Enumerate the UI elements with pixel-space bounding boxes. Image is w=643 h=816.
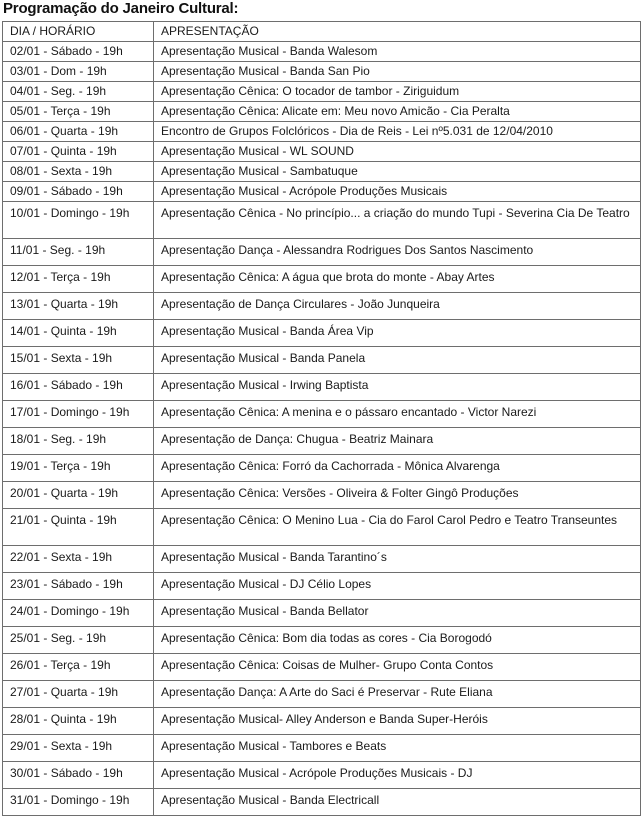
table-row bbox=[3, 735, 641, 762]
presentation-cell: Apresentação Musical - Banda Área Vip bbox=[154, 320, 641, 347]
table-row bbox=[3, 182, 641, 202]
presentation-cell: Apresentação Musical - WL SOUND bbox=[154, 142, 641, 162]
table-row bbox=[3, 455, 641, 482]
table-row bbox=[3, 320, 641, 347]
presentation-cell: Apresentação Cênica: A água que brota do monte - Abay Artes bbox=[154, 266, 641, 293]
date-time-cell: 23/01 - Sábado - 19h bbox=[3, 573, 154, 600]
date-time-cell: 22/01 - Sexta - 19h bbox=[3, 546, 154, 573]
page-title: Programação do Janeiro Cultural: bbox=[3, 0, 239, 17]
presentation-cell: Apresentação Dança: A Arte do Saci é Preservar - Rute Eliana bbox=[154, 681, 641, 708]
presentation-cell: Apresentação de Dança: Chugua - Beatriz Mainara bbox=[154, 428, 641, 455]
date-time-cell: 30/01 - Sábado - 19h bbox=[3, 762, 154, 789]
date-time-cell: 08/01 - Sexta - 19h bbox=[3, 162, 154, 182]
table-row bbox=[3, 347, 641, 374]
date-time-cell: 05/01 - Terça - 19h bbox=[3, 102, 154, 122]
table-row bbox=[3, 627, 641, 654]
table-row bbox=[3, 401, 641, 428]
presentation-cell: Apresentação Musical - Banda Electricall bbox=[154, 789, 641, 816]
date-time-cell: 13/01 - Quarta - 19h bbox=[3, 293, 154, 320]
date-time-cell: 26/01 - Terça - 19h bbox=[3, 654, 154, 681]
table-row bbox=[3, 546, 641, 573]
date-time-cell: 14/01 - Quinta - 19h bbox=[3, 320, 154, 347]
presentation-cell: Apresentação Musical - Sambatuque bbox=[154, 162, 641, 182]
date-time-cell: 31/01 - Domingo - 19h bbox=[3, 789, 154, 816]
table-row bbox=[3, 102, 641, 122]
presentation-cell: Apresentação Cênica: O Menino Lua - Cia do Farol Carol Pedro e Teatro Transeuntes bbox=[154, 509, 641, 546]
date-time-cell: 19/01 - Terça - 19h bbox=[3, 455, 154, 482]
table-row bbox=[3, 202, 641, 239]
presentation-cell: Apresentação Cênica: Forró da Cachorrada - Mônica Alvarenga bbox=[154, 455, 641, 482]
header-presentation: APRESENTAÇÃO bbox=[154, 22, 641, 42]
presentation-cell: Apresentação Musical - Banda San Pio bbox=[154, 62, 641, 82]
date-time-cell: 20/01 - Quarta - 19h bbox=[3, 482, 154, 509]
presentation-cell: Apresentação Cênica: A menina e o pássaro encantado - Victor Narezi bbox=[154, 401, 641, 428]
presentation-cell: Apresentação Musical - Banda Bellator bbox=[154, 600, 641, 627]
table-row bbox=[3, 82, 641, 102]
date-time-cell: 16/01 - Sábado - 19h bbox=[3, 374, 154, 401]
table-row bbox=[3, 708, 641, 735]
table-row bbox=[3, 573, 641, 600]
presentation-cell: Apresentação Cênica: Coisas de Mulher- Grupo Conta Contos bbox=[154, 654, 641, 681]
date-time-cell: 25/01 - Seg. - 19h bbox=[3, 627, 154, 654]
table-row bbox=[3, 681, 641, 708]
presentation-cell: Apresentação Musical - Irwing Baptista bbox=[154, 374, 641, 401]
presentation-cell: Apresentação Musical- Alley Anderson e Banda Super-Heróis bbox=[154, 708, 641, 735]
presentation-cell: Apresentação Musical - Banda Tarantino´s bbox=[154, 546, 641, 573]
presentation-cell: Apresentação Musical - DJ Célio Lopes bbox=[154, 573, 641, 600]
presentation-cell: Apresentação Musical - Tambores e Beats bbox=[154, 735, 641, 762]
table-row bbox=[3, 293, 641, 320]
presentation-cell: Apresentação Musical - Acrópole Produções Musicais bbox=[154, 182, 641, 202]
table-header-row bbox=[3, 22, 641, 42]
date-time-cell: 18/01 - Seg. - 19h bbox=[3, 428, 154, 455]
table-row bbox=[3, 789, 641, 816]
presentation-cell: Apresentação Musical - Banda Panela bbox=[154, 347, 641, 374]
table-row bbox=[3, 239, 641, 266]
table-row bbox=[3, 122, 641, 142]
presentation-cell: Apresentação Cênica: O tocador de tambor - Ziriguidum bbox=[154, 82, 641, 102]
table-row bbox=[3, 42, 641, 62]
table-row bbox=[3, 482, 641, 509]
table-row bbox=[3, 509, 641, 546]
date-time-cell: 02/01 - Sábado - 19h bbox=[3, 42, 154, 62]
presentation-cell: Apresentação Musical - Banda Walesom bbox=[154, 42, 641, 62]
date-time-cell: 21/01 - Quinta - 19h bbox=[3, 509, 154, 546]
presentation-cell: Apresentação Musical - Acrópole Produções Musicais - DJ bbox=[154, 762, 641, 789]
header-date-time: DIA / HORÁRIO bbox=[3, 22, 154, 42]
table-row bbox=[3, 266, 641, 293]
date-time-cell: 28/01 - Quinta - 19h bbox=[3, 708, 154, 735]
table-row bbox=[3, 600, 641, 627]
date-time-cell: 09/01 - Sábado - 19h bbox=[3, 182, 154, 202]
date-time-cell: 10/01 - Domingo - 19h bbox=[3, 202, 154, 239]
date-time-cell: 24/01 - Domingo - 19h bbox=[3, 600, 154, 627]
schedule-table bbox=[2, 21, 641, 816]
date-time-cell: 04/01 - Seg. - 19h bbox=[3, 82, 154, 102]
presentation-cell: Apresentação Cênica: Bom dia todas as cores - Cia Borogodó bbox=[154, 627, 641, 654]
presentation-cell: Apresentação Cênica: Versões - Oliveira & Folter Gingô Produções bbox=[154, 482, 641, 509]
table-row bbox=[3, 62, 641, 82]
table-row bbox=[3, 762, 641, 789]
date-time-cell: 27/01 - Quarta - 19h bbox=[3, 681, 154, 708]
table-row bbox=[3, 654, 641, 681]
date-time-cell: 17/01 - Domingo - 19h bbox=[3, 401, 154, 428]
date-time-cell: 12/01 - Terça - 19h bbox=[3, 266, 154, 293]
presentation-cell: Apresentação Dança - Alessandra Rodrigues Dos Santos Nascimento bbox=[154, 239, 641, 266]
date-time-cell: 11/01 - Seg. - 19h bbox=[3, 239, 154, 266]
date-time-cell: 06/01 - Quarta - 19h bbox=[3, 122, 154, 142]
table-row bbox=[3, 374, 641, 401]
presentation-cell: Apresentação Cênica - No princípio... a criação do mundo Tupi - Severina Cia De Teatro bbox=[154, 202, 641, 239]
date-time-cell: 15/01 - Sexta - 19h bbox=[3, 347, 154, 374]
presentation-cell: Apresentação de Dança Circulares - João Junqueira bbox=[154, 293, 641, 320]
table-row bbox=[3, 428, 641, 455]
date-time-cell: 03/01 - Dom - 19h bbox=[3, 62, 154, 82]
date-time-cell: 07/01 - Quinta - 19h bbox=[3, 142, 154, 162]
table-row bbox=[3, 162, 641, 182]
table-row bbox=[3, 142, 641, 162]
presentation-cell: Encontro de Grupos Folclóricos - Dia de Reis - Lei nº5.031 de 12/04/2010 bbox=[154, 122, 641, 142]
date-time-cell: 29/01 - Sexta - 19h bbox=[3, 735, 154, 762]
presentation-cell: Apresentação Cênica: Alicate em: Meu novo Amicão - Cia Peralta bbox=[154, 102, 641, 122]
